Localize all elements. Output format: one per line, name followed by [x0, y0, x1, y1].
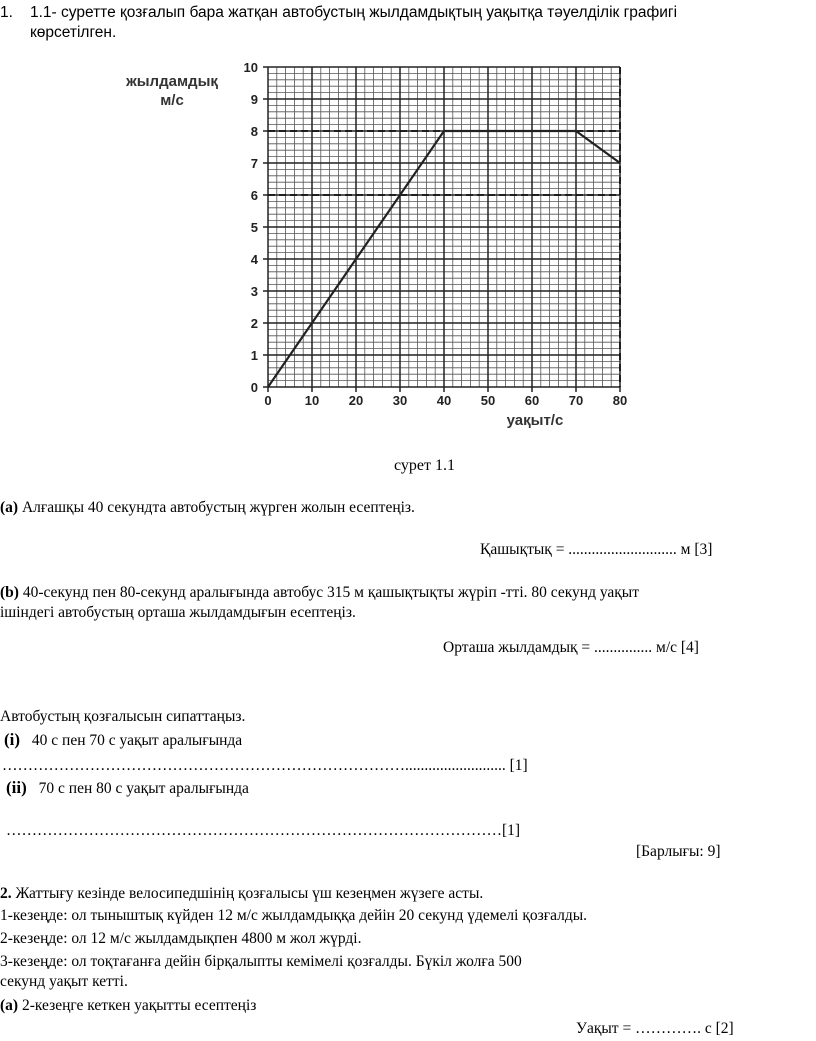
y-tick-label: 0 [250, 380, 258, 395]
question-2-part-a-answer-line: Уақыт = …………. с [2] [576, 1020, 734, 1037]
part-c-ii-answer-line: ……………………………………………………………………………………[1] [6, 822, 521, 839]
question-2-line4: 3-кезеңде: ол тоқтағанға дейін бірқалыпты кемімелі қозғалды. Бүкіл жолға 500 [0, 953, 522, 970]
part-b-text-line2: ішіндегі автобустың орташа жылдамдығын есептеңіз. [0, 604, 356, 621]
part-c-i [4, 730, 242, 751]
question-2-line1 [0, 884, 483, 904]
figure-caption: сурет 1.1 [394, 457, 455, 474]
part-c-i-label: (i) [4, 730, 21, 749]
part-c-ii-text: 70 с пен 80 с уақыт аралығында [38, 780, 249, 797]
question-2-line5: секунд уақыт кетті. [0, 973, 128, 990]
x-tick-label: 50 [480, 393, 496, 408]
x-tick-label: 20 [348, 393, 364, 408]
question-2-number: 2. [0, 885, 12, 902]
y-tick-label: 9 [250, 92, 258, 107]
part-a-question [0, 498, 415, 518]
y-axis-unit: м/с [160, 92, 184, 109]
x-tick-label: 40 [436, 393, 452, 408]
part-b-text-line1: 40-секунд пен 80-секунд аралығында автобус 315 м қашықтықты жүріп -тті. 80 секунд уақыт [22, 584, 639, 601]
part-a-text: Алғашқы 40 секундта автобустың жүрген жолын есептеңіз. [21, 499, 415, 516]
grid-major-lines [263, 67, 620, 392]
y-tick-label: 3 [250, 284, 258, 299]
part-a-label: (a) [0, 499, 19, 516]
part-a-answer-line: Қашықтық = ............................ м [3] [480, 541, 713, 558]
x-tick-label: 70 [568, 393, 584, 408]
x-tick-label: 10 [304, 393, 320, 408]
y-tick-label: 7 [250, 156, 258, 171]
question-1-total-marks: [Барлығы: 9] [636, 843, 721, 860]
y-tick-label: 5 [250, 220, 258, 235]
question-1-intro-line1: 1.1- суретте қозғалып бара жатқан автобустың жылдамдықтың уақытқа тәуелділік графигі [30, 4, 678, 21]
speed-time-graph [0, 0, 816, 440]
question-2-part-a [0, 996, 256, 1016]
y-tick-label: 1 [250, 348, 258, 363]
y-tick-label: 2 [250, 316, 258, 331]
x-tick-label: 30 [392, 393, 408, 408]
part-c-i-text: 40 с пен 70 с уақыт аралығында [31, 732, 243, 749]
part-c-i-answer-line: …………………………………………………………………….......................... [1] [2, 757, 528, 774]
x-tick-label: 80 [612, 393, 628, 408]
part-c-question: Автобустың қозғалысын сипаттаңыз. [0, 708, 246, 725]
x-tick-label: 0 [264, 393, 272, 408]
question-2-line2: 1-кезеңде: ол тыныштық күйден 12 м/с жылдамдыққа дейін 20 секунд үдемелі қозғалды. [0, 907, 588, 924]
y-tick-label: 8 [250, 124, 258, 139]
question-2-line3: 2-кезеңде: ол 12 м/с жылдамдықпен 4800 м жол жүрді. [0, 930, 362, 947]
part-b-question [0, 583, 639, 603]
x-axis-label: уақыт/с [506, 412, 564, 429]
part-c-ii [6, 778, 249, 799]
question-2-text-1: Жаттығу кезінде велосипедшінің қозғалысы үш кезеңмен жүзеге асты. [15, 885, 484, 902]
question-2-part-a-text: 2-кезеңге кеткен уақытты есептеңіз [21, 997, 257, 1014]
question-2-part-a-label: (a) [0, 997, 19, 1014]
y-axis-label: жылдамдық [126, 73, 218, 90]
x-tick-label: 60 [524, 393, 540, 408]
question-1-number: 1. [0, 4, 13, 21]
y-tick-label: 4 [250, 252, 258, 267]
part-c-ii-label: (ii) [6, 778, 27, 797]
y-tick-label: 10 [243, 60, 258, 75]
question-1-intro-line2: көрсетілген. [30, 24, 117, 41]
y-tick-label: 6 [250, 188, 258, 203]
part-b-answer-line: Орташа жылдамдық = ............... м/с [4] [443, 639, 699, 656]
part-b-label: (b) [0, 584, 19, 601]
